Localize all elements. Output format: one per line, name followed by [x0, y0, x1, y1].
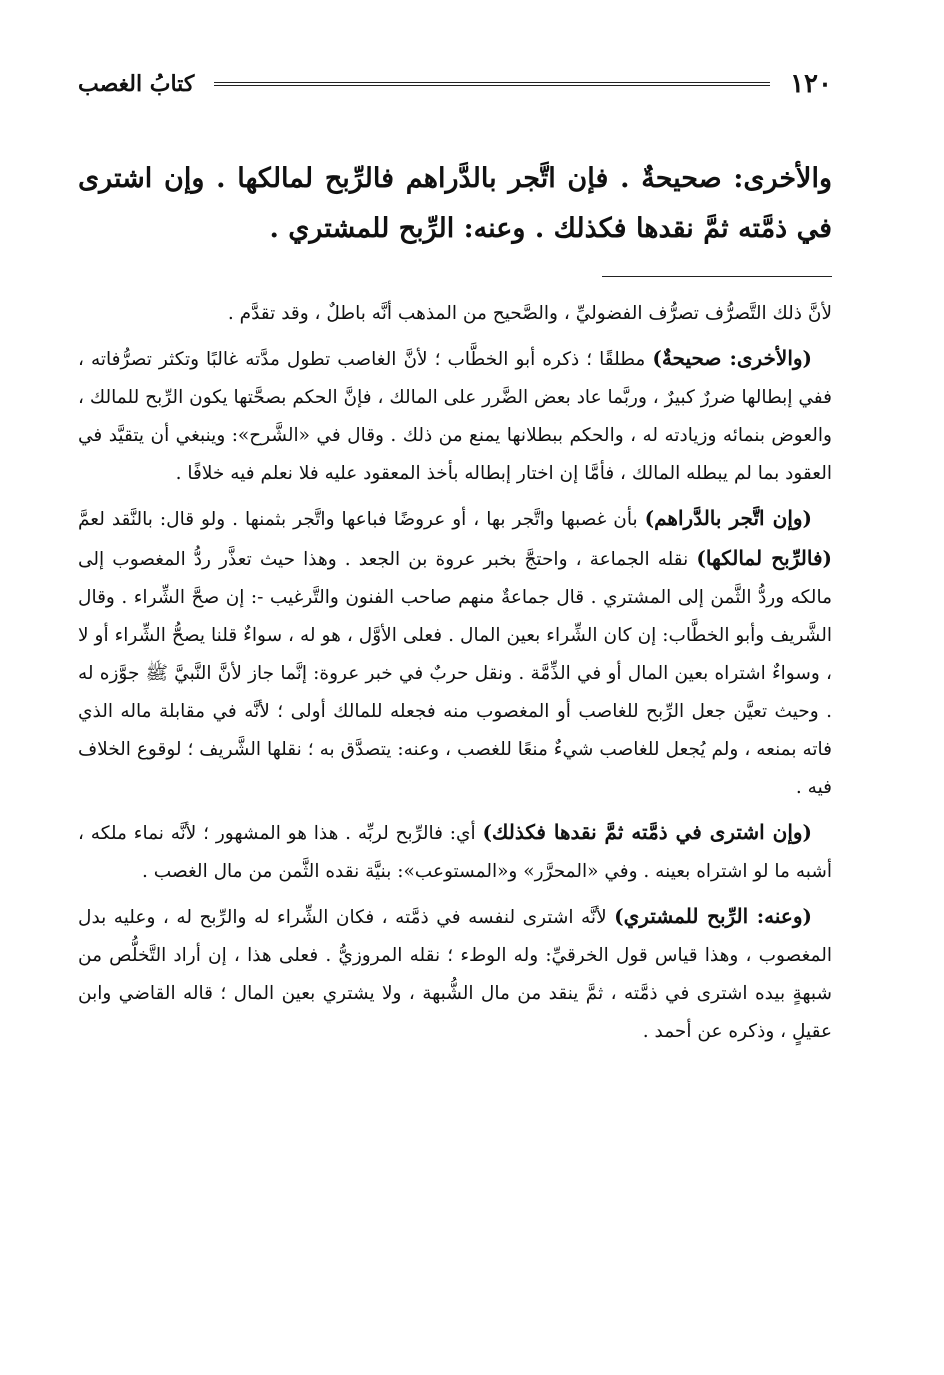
commentary-lemma: (وعنه: الرِّبح للمشتري)	[614, 904, 812, 928]
commentary-lemma: (وإن اشترى في ذمَّته ثمَّ نقدها فكذلك)	[482, 820, 812, 844]
commentary-lemma: (وإن اتَّجر بالدَّراهم)	[644, 506, 812, 530]
page-number: ١٢٠	[790, 69, 832, 99]
running-header	[78, 60, 832, 108]
book-page	[78, 60, 832, 1051]
commentary-text: نقله الجماعة ، واحتجَّ بخبر عروة بن الجعد . وهذا حيث تعذَّر ردُّ المغصوب إلى مالكه وردُّ الثَّمن إلى المشتري . قال جماعةٌ منهم صاحب الفنون والتَّرغيب -: إن صحَّ الشِّراء . وقال الشَّريف وأبو الخطَّاب: إن كان الشِّراء بعين المال . فعلى الأوَّل ، هو له ، سواءٌ قلنا يصحُّ الشِّراء أو لا ، وسواءٌ اشتراه بعين المال أو في الذِّمَّة . ونقل حربٌ في خبر عروة: إنَّما جاز لأنَّ النَّبيَّ ﷺ جوَّزه له . وحيث تعيَّن جعل الرِّبح للغاصب أو المغصوب منه فجعله للمالك أولى ؛ لأنَّه في مقابلة ماله الذي فاته بمنعه ، ولم يُجعل للغاصب شيءٌ منعًا للغصب ، وعنه: يتصدَّق به ؛ نقلها الشَّريف ؛ لوقوع الخلاف فيه .	[78, 549, 832, 798]
commentary-text: أي: فالرِّبح لربِّه . هذا هو المشهور ؛ لأنَّه نماء ملكه ، أشبه ما لو اشتراه بعينه . وفي «المحرَّر» و«المستوعب»: بنيَّة نقده الثَّمن من مال الغصب .	[78, 823, 832, 882]
commentary-paragraph-3	[78, 813, 832, 891]
main-text: والأخرى: صحيحةٌ . فإن اتَّجر بالدَّراهم فالرِّبح لمالكها . وإن اشترى في ذمَّته ثمَّ نقدها فكذلك . وعنه: الرِّبح للمشتري .	[78, 163, 832, 244]
commentary-paragraph-0: لأنَّ ذلك التَّصرُّف تصرُّف الفضوليِّ ، والصَّحيح من المذهب أنَّه باطلٌ ، وقد تقدَّم .	[227, 303, 832, 324]
commentary-lemma: (والأخرى: صحيحةٌ)	[652, 346, 812, 370]
commentary-text: لأنَّه اشترى لنفسه في ذمَّته ، فكان الشِّراء له والرِّبح له ، وعليه بدل المغصوب ، وهذا قياس قول الخرقيِّ: وله الوطء ؛ نقله المروزيُّ . فعلى هذا ، إن أراد التَّخلُّص من شبهةٍ بيده اشترى في ذمَّته ، ثمَّ ينقد من مال الشُّبهة ، ولا يشتري بعين المال ؛ قاله القاضي وابن عقيلٍ ، وذكره عن أحمد .	[78, 907, 832, 1042]
book-title: كتابُ الغصب	[78, 71, 195, 97]
footnote-separator	[602, 276, 832, 277]
commentary-lemma: (فالرِّبح لمالكها)	[696, 546, 832, 570]
commentary-paragraph-2	[78, 499, 832, 807]
commentary-text: بأن غصبها واتَّجر بها ، أو عروضًا فباعها واتَّجر بثمنها . ولو قال: بالنَّقد لعمَّ	[78, 509, 638, 530]
commentary-text: مطلقًا ؛ ذكره أبو الخطَّاب ؛ لأنَّ الغاصب تطول مدَّته غالبًا وتكثر تصرُّفاته ، ففي إبطالها ضررٌ كبيرٌ ، وربَّما عاد بعض الضَّرر على المالك ، فإنَّ الحكم بصحَّتها يكون الرِّبح للمالك ، والعوض بنمائه وزيادته له ، والحكم ببطلانها يمنع من ذلك . وقال في «الشَّرح»: وينبغي أن يتقيَّد في العقود بما لم يبطله المالك ، فأمَّا إن اختار إبطاله بأخذ المعقود عليه فلا نعلم فيه خلافًا .	[78, 349, 832, 484]
header-rule	[214, 82, 770, 86]
commentary-paragraph-4	[78, 897, 832, 1051]
commentary-paragraph-1	[78, 339, 832, 493]
